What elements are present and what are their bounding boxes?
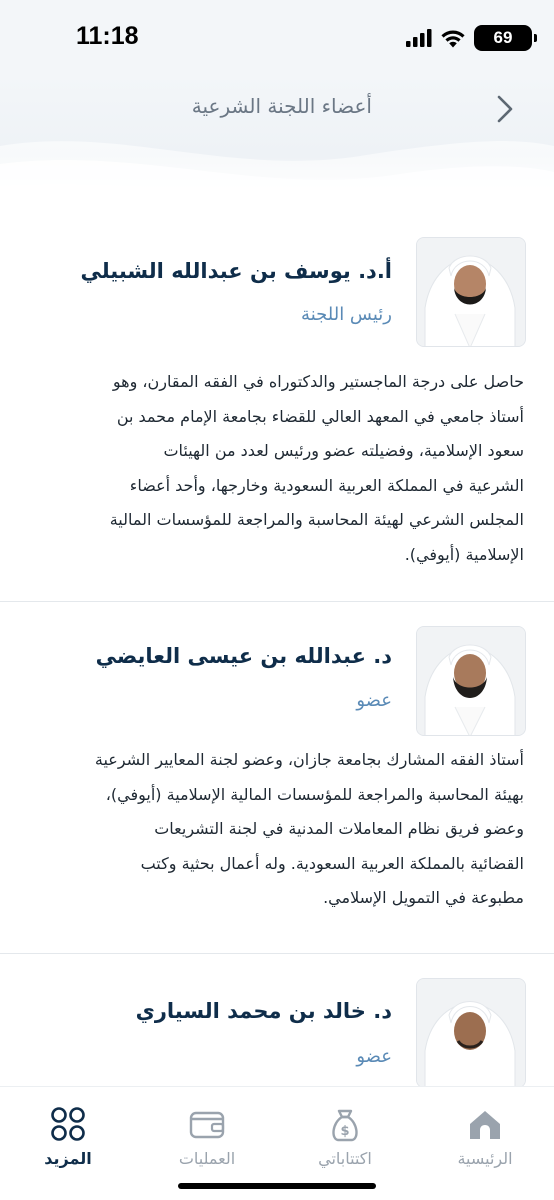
nav-label: اكتتاباتي bbox=[318, 1149, 372, 1168]
bio-line: أستاذ جامعي في المعهد العالي للقضاء بجامعة الإمام محمد بن bbox=[116, 406, 524, 426]
bio-line: المجلس الشرعي لهيئة المحاسبة والمراجعة للمؤسسات المالية bbox=[109, 510, 524, 529]
wallet-icon bbox=[188, 1105, 226, 1143]
member-photo bbox=[416, 978, 526, 1086]
member-role: عضو bbox=[356, 1046, 392, 1067]
bio-line: مطبوعة في التمويل الإسلامي. bbox=[323, 888, 524, 907]
bio-line: بهيئة المحاسبة والمراجعة للمؤسسات المالية الإسلامية (أيوفي)، bbox=[105, 784, 524, 804]
bio-line: القضائية بالمملكة العربية السعودية. وله أعمال بحثية وكتب bbox=[140, 853, 524, 873]
money-bag-icon bbox=[326, 1105, 364, 1143]
member-card bbox=[0, 210, 554, 602]
member-role: عضو bbox=[356, 690, 392, 711]
signal-icon bbox=[406, 29, 432, 47]
status-time: 11:18 bbox=[76, 22, 139, 50]
page-title: أعضاء اللجنة الشرعية bbox=[191, 94, 372, 118]
status-indicators bbox=[406, 25, 532, 51]
member-bio bbox=[28, 365, 524, 572]
member-photo bbox=[416, 237, 526, 347]
member-portrait-image bbox=[416, 238, 525, 347]
bio-line: الإسلامية (أيوفي). bbox=[404, 544, 524, 564]
nav-item-home[interactable] bbox=[435, 1105, 535, 1168]
home-indicator bbox=[178, 1183, 376, 1189]
page-header bbox=[0, 76, 554, 210]
bio-line: حاصل على درجة الماجستير والدكتوراه في الفقه المقارن، وهو bbox=[112, 372, 524, 391]
header-wave-decoration bbox=[0, 116, 554, 210]
member-role: رئيس اللجنة bbox=[301, 304, 392, 325]
nav-label: العمليات bbox=[178, 1149, 236, 1168]
home-icon bbox=[466, 1105, 504, 1143]
member-name: د. عبدالله بن عيسى العايضي bbox=[95, 644, 392, 668]
bio-line: سعود الإسلامية، وفضيلته عضو ورئيس لعدد من الهيئات bbox=[163, 441, 524, 460]
svg-text:$: $ bbox=[340, 1124, 350, 1139]
nav-label: الرئيسية bbox=[457, 1149, 513, 1168]
back-button[interactable] bbox=[490, 92, 520, 126]
chevron-back-icon bbox=[496, 94, 514, 124]
member-bio bbox=[28, 743, 524, 916]
bio-line: الشرعية في المملكة العربية السعودية وخارجها، وأحد أعضاء bbox=[129, 475, 524, 495]
committee-members-list bbox=[0, 210, 554, 1086]
member-name: د. خالد بن محمد السياري bbox=[135, 999, 392, 1023]
member-portrait-image bbox=[416, 979, 525, 1086]
bio-line: أستاذ الفقه المشارك بجامعة جازان، وعضو لجنة المعايير الشرعية bbox=[94, 750, 524, 769]
battery-indicator bbox=[474, 25, 532, 51]
nav-item-transactions[interactable] bbox=[157, 1105, 257, 1168]
member-name: أ.د. يوسف بن عبدالله الشبيلي bbox=[80, 259, 392, 283]
member-card bbox=[0, 954, 554, 1086]
member-card bbox=[0, 602, 554, 954]
nav-label: المزيد bbox=[44, 1149, 92, 1168]
member-photo bbox=[416, 626, 526, 736]
grid-icon bbox=[49, 1105, 87, 1143]
status-bar bbox=[0, 0, 554, 76]
member-portrait-image bbox=[416, 627, 525, 736]
nav-item-subscriptions[interactable] bbox=[295, 1105, 395, 1168]
nav-item-more[interactable] bbox=[18, 1105, 118, 1168]
bio-line: وعضو فريق نظام المعاملات المدنية في لجنة التشريعات bbox=[154, 819, 524, 838]
battery-level: 69 bbox=[493, 28, 513, 47]
wifi-icon bbox=[440, 29, 466, 48]
